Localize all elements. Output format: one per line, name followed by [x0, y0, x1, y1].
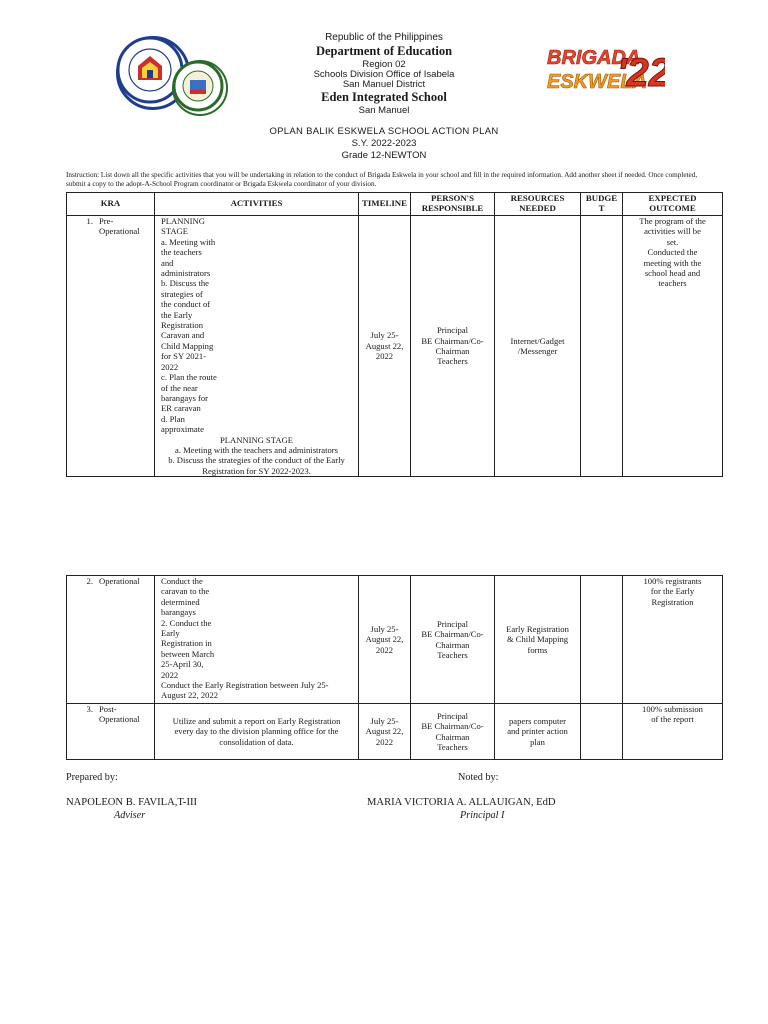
activities-wide-text: PLANNING STAGE a. Meeting with the teachers and administrators b. Discuss the strategies of the conduct of the Early Registration for SY 2022-2023. — [168, 434, 345, 476]
municipality-line: San Manuel — [358, 105, 410, 116]
activities-cell — [155, 216, 359, 477]
table-row — [67, 576, 723, 704]
persons-cell: Principal BE Chairman/Co- Chairman Teachers — [411, 216, 495, 477]
noted-by-label: Noted by: — [458, 772, 499, 783]
persons-cell: Principal BE Chairman/Co- Chairman Teachers — [411, 576, 495, 704]
action-plan-table-part-1 — [66, 192, 723, 477]
division-line: Schools Division Office of Isabela — [313, 69, 455, 80]
plan-title: OPLAN BALIK ESKWELA SCHOOL ACTION PLAN — [269, 126, 499, 137]
kra-cell — [67, 704, 155, 760]
resources-cell: Internet/Gadget /Messenger — [495, 216, 581, 477]
grade-section: Grade 12-NEWTON — [341, 150, 427, 161]
budget-cell — [581, 576, 623, 704]
row-number: 3. — [86, 704, 93, 714]
instruction-text: Instruction: List down all the specific activities that you will be undertaking in relation to the conduct of Brigada Eskwela in your school and fill in the required information. Add another sheet if needed. Once completed, submit a copy to the adopt-A-School Program coordinator or Brigada Eskwela coordinator of your division. — [66, 171, 698, 188]
table-header-row — [67, 193, 723, 216]
timeline-cell: July 25- August 22, 2022 — [359, 704, 411, 760]
row-number: 2. — [86, 576, 93, 586]
kra-text: Operational — [99, 576, 140, 586]
republic-line: Republic of the Philippines — [325, 32, 443, 43]
kra-text: Pre- Operational — [99, 216, 140, 237]
budget-cell — [581, 704, 623, 760]
activities-wide-text: Conduct the Early Registration between July 25- August 22, 2022 — [161, 680, 329, 701]
activities-cell — [155, 576, 359, 704]
timeline-cell: July 25- August 22, 2022 — [359, 216, 411, 477]
activities-cell: Utilize and submit a report on Early Registration every day to the division planning office for the consolidation of data. — [155, 704, 359, 760]
resources-cell: papers computer and printer action plan — [495, 704, 581, 760]
svg-text:BRIGADA: BRIGADA — [547, 47, 641, 69]
noter-name: MARIA VICTORIA A. ALLAUIGAN, EdD — [367, 797, 556, 808]
svg-text:ESKWELA: ESKWELA — [547, 71, 647, 93]
action-plan-table-part-2 — [66, 575, 723, 760]
header-budget: BUDGE T — [581, 193, 623, 216]
kra-text: Post- Operational — [99, 704, 140, 725]
outcome-cell: 100% registrants for the Early Registration — [623, 576, 723, 704]
activities-narrow-text: Conduct the caravan to the determined barangays 2. Conduct the Early Registration in between March 25-April 30, 2022 — [161, 576, 215, 680]
outcome-cell: The program of the activities will be set. Conducted the meeting with the school head and teachers — [623, 216, 723, 477]
table-row — [67, 704, 723, 760]
preparer-title: Adviser — [114, 810, 146, 821]
department-line: Department of Education — [315, 44, 453, 58]
kra-cell — [67, 576, 155, 704]
header-kra: KRA — [67, 193, 155, 216]
header-resources-needed: RESOURCES NEEDED — [495, 193, 581, 216]
brigada-eskwela-logo — [545, 40, 665, 96]
resources-cell: Early Registration & Child Mapping forms — [495, 576, 581, 704]
persons-cell: Principal BE Chairman/Co- Chairman Teachers — [411, 704, 495, 760]
table-row — [67, 216, 723, 477]
row-number: 1. — [86, 216, 93, 226]
kra-cell — [67, 216, 155, 477]
header-expected-outcome: EXPECTED OUTCOME — [623, 193, 723, 216]
region-line: Region 02 — [362, 59, 406, 70]
noter-title: Principal I — [460, 810, 505, 821]
header-persons-responsible: PERSON'S RESPONSIBLE — [411, 193, 495, 216]
header-activities: ACTIVITIES — [155, 193, 359, 216]
preparer-name: NAPOLEON B. FAVILA,T-III — [66, 797, 198, 808]
budget-cell — [581, 216, 623, 477]
timeline-cell: July 25- August 22, 2022 — [359, 576, 411, 704]
district-line: San Manuel District — [342, 79, 426, 90]
school-seal-logo — [172, 60, 228, 116]
prepared-by-label: Prepared by: — [66, 772, 118, 783]
school-year: S.Y. 2022-2023 — [351, 138, 417, 149]
svg-text:'22: '2 — [617, 51, 649, 95]
activities-narrow-text: PLANNING STAGE a. Meeting with the teachers and administrators b. Discuss the strategies of the conduct of the Early Registration Caravan and Child Mapping for SY 2021- 2022 c. Plan the route of the near barangays for ER caravan d. Plan approximate — [161, 216, 217, 435]
school-name: Eden Integrated School — [321, 90, 447, 104]
header-timeline: TIMELINE — [359, 193, 411, 216]
outcome-cell: 100% submission of the report — [623, 704, 723, 760]
